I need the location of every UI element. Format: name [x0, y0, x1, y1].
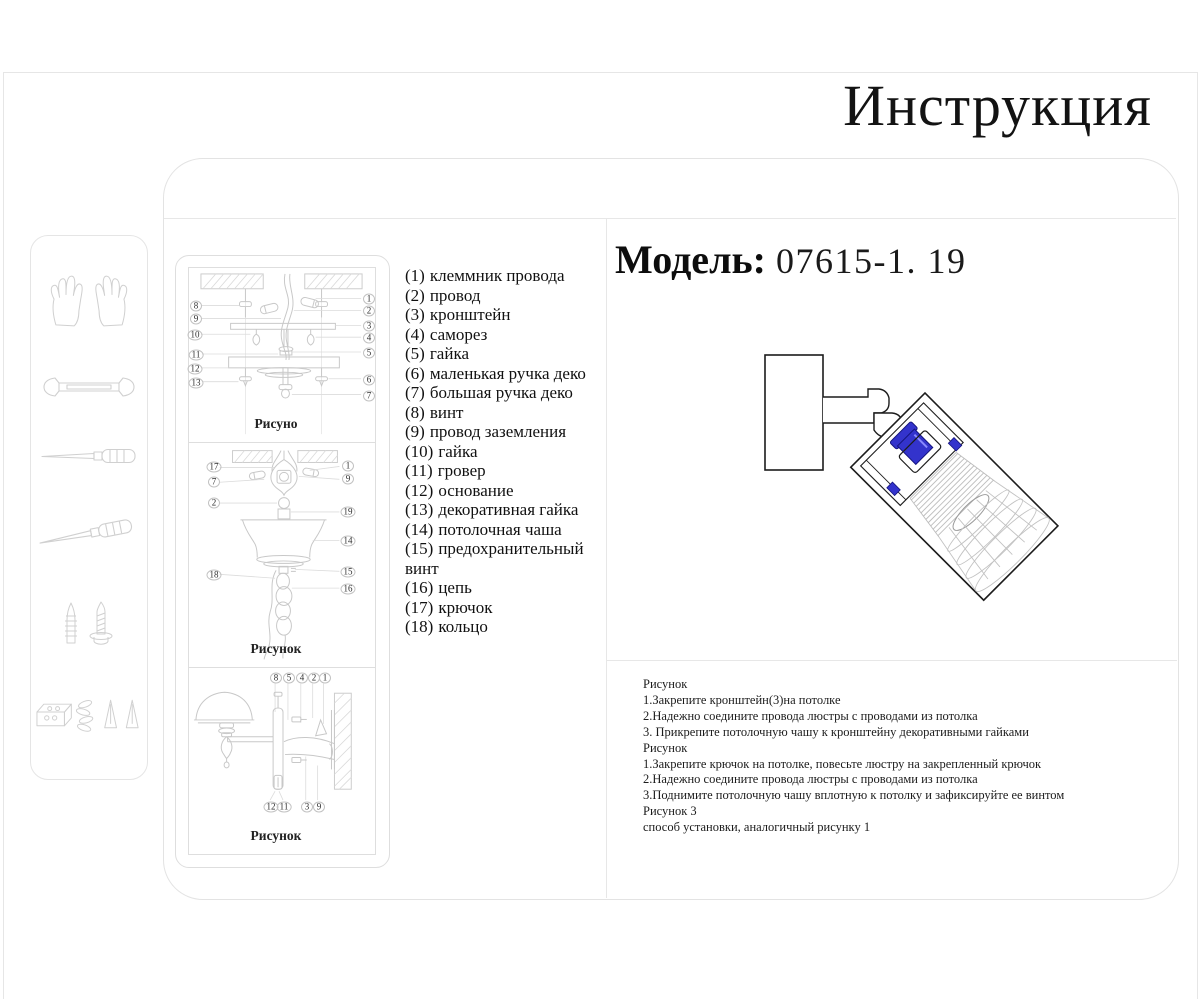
- part-name: большая ручка деко: [429, 383, 573, 402]
- instruction-line: 2.Надежно соедините провода люстры с проводами из потолка: [643, 708, 978, 723]
- part-callout: 11: [277, 802, 292, 813]
- part-callout: 1: [342, 461, 354, 472]
- figure-3-drawing: [189, 668, 377, 854]
- part-item: [405, 500, 598, 520]
- part-callout: 5: [283, 673, 295, 684]
- part-callout: 5: [363, 348, 375, 359]
- part-callout: 17: [207, 462, 222, 473]
- vertical-divider: [606, 219, 607, 898]
- part-callout: 11: [189, 350, 204, 361]
- part-item: [405, 266, 598, 286]
- part-name: гайка: [429, 344, 469, 363]
- part-name: провод: [429, 285, 481, 305]
- instruction-line: 3. Прикрепите потолочную чашу к кронштейну декоративными гайками: [643, 724, 1029, 739]
- part-item: [405, 383, 598, 403]
- installation-instructions: [643, 677, 1123, 836]
- part-number: (9): [405, 422, 425, 441]
- part-item: [405, 403, 598, 423]
- part-callout: 9: [190, 314, 202, 325]
- screwdriver-icon: [40, 445, 138, 472]
- horizontal-divider: [607, 660, 1177, 661]
- fasteners-icon: [34, 692, 144, 741]
- part-item: [405, 364, 598, 384]
- part-callout: 9: [342, 474, 354, 485]
- part-name: гровер: [437, 461, 486, 480]
- part-item: [405, 617, 598, 637]
- instruction-line: 1.Закрепите крючок на потолке, повесьте люстру на закрепленный крючок: [643, 756, 1042, 771]
- part-callout: 3: [363, 321, 375, 332]
- part-number: (4): [405, 324, 425, 344]
- figure-2-caption: Рисунок: [250, 641, 302, 656]
- part-name: саморез: [429, 324, 488, 344]
- part-name: потолочная чаша: [438, 519, 562, 539]
- model-row: [615, 236, 966, 283]
- part-callout: 9: [313, 802, 325, 813]
- figure-2: [189, 443, 375, 668]
- part-callout: 15: [341, 567, 356, 578]
- tools-sidebar: [30, 235, 148, 780]
- part-callout: 18: [207, 570, 222, 581]
- part-number: (2): [405, 285, 425, 305]
- part-callout: 12: [188, 364, 203, 375]
- part-number: (12): [405, 480, 434, 500]
- part-item: [405, 344, 598, 364]
- figure-3-caption: Рисунок: [250, 828, 302, 843]
- gloves-icon: [43, 260, 135, 335]
- part-number: (14): [405, 519, 434, 539]
- part-number: (17): [405, 597, 434, 617]
- part-name: кольцо: [438, 617, 488, 636]
- product-drawing: [740, 340, 1080, 640]
- part-callout: 1: [319, 673, 331, 684]
- part-number: (10): [405, 441, 434, 461]
- part-name: цепь: [438, 578, 472, 597]
- part-number: (7): [405, 383, 425, 402]
- instruction-line: 1.Закрепите кронштейн(3)на потолке: [643, 692, 841, 707]
- part-item: [405, 461, 598, 481]
- part-callout: 2: [308, 673, 320, 684]
- part-number: (5): [405, 344, 425, 363]
- panel-header-divider: [164, 218, 1176, 219]
- part-callout: 10: [188, 330, 203, 341]
- part-name: кронштейн: [429, 305, 511, 324]
- part-item: [405, 539, 598, 578]
- parts-list: [405, 266, 598, 637]
- part-callout: 1: [363, 294, 375, 305]
- wrench-icon: [41, 374, 137, 405]
- part-number: (8): [405, 402, 425, 422]
- part-item: [405, 286, 598, 306]
- part-name: декоративная гайка: [438, 500, 579, 519]
- part-callout: 4: [363, 333, 375, 344]
- part-callout: 3: [301, 802, 313, 813]
- part-item: [405, 305, 598, 325]
- part-number: (1): [405, 266, 425, 285]
- part-number: (3): [405, 305, 425, 324]
- part-callout: 12: [264, 802, 279, 813]
- part-callout: 4: [296, 673, 308, 684]
- part-callout: 7: [208, 477, 220, 488]
- instruction-line: Рисунок: [643, 740, 688, 755]
- part-callout: 2: [363, 306, 375, 317]
- part-number: (11): [405, 461, 433, 480]
- part-number: (16): [405, 578, 434, 597]
- part-callout: 19: [341, 507, 356, 518]
- part-number: (15): [405, 539, 434, 558]
- part-name: основание: [438, 480, 514, 500]
- part-name: гайка: [438, 441, 478, 461]
- screwdriver-angled-icon: [37, 511, 141, 560]
- part-callout: 8: [270, 673, 282, 684]
- screws-icon: [56, 600, 122, 653]
- figure-1: [189, 268, 375, 443]
- part-item: [405, 442, 598, 462]
- part-name: маленькая ручка деко: [429, 363, 586, 383]
- instruction-line: 3.Поднимите потолочную чашу вплотную к потолку и зафиксируйте ее винтом: [643, 788, 1065, 803]
- part-name: клеммник провода: [429, 266, 565, 285]
- part-name: крючок: [438, 597, 493, 617]
- part-callout: 2: [208, 498, 220, 509]
- page-title: Инструкция: [843, 73, 1152, 138]
- figure-3: [189, 668, 375, 854]
- part-number: (18): [405, 617, 434, 636]
- part-item: [405, 578, 598, 598]
- part-callout: 6: [363, 375, 375, 386]
- figures-inner-frame: [188, 267, 376, 855]
- part-name: предохранительный винт: [405, 539, 584, 578]
- part-callout: 13: [189, 378, 204, 389]
- part-item: [405, 520, 598, 540]
- model-label: Модель:: [615, 237, 766, 282]
- part-callout: 16: [341, 584, 356, 595]
- part-number: (6): [405, 363, 425, 383]
- instruction-line: 2.Надежно соедините провода люстры с проводами из потолка: [643, 772, 978, 787]
- part-callout: 14: [341, 536, 356, 547]
- instruction-line: Рисунок 3: [643, 804, 697, 819]
- part-item: [405, 598, 598, 618]
- part-name: винт: [429, 402, 464, 422]
- part-callout: 8: [190, 301, 202, 312]
- part-name: провод заземления: [429, 422, 567, 441]
- part-number: (13): [405, 500, 434, 519]
- instruction-line: способ установки, аналогичный рисунку 1: [643, 820, 871, 835]
- model-value: 07615-1. 19: [775, 241, 967, 281]
- figure-1-caption: Рисуно: [254, 416, 298, 431]
- part-item: [405, 422, 598, 442]
- instruction-line: Рисунок: [643, 677, 688, 691]
- part-item: [405, 481, 598, 501]
- part-item: [405, 325, 598, 345]
- part-callout: 7: [363, 391, 375, 402]
